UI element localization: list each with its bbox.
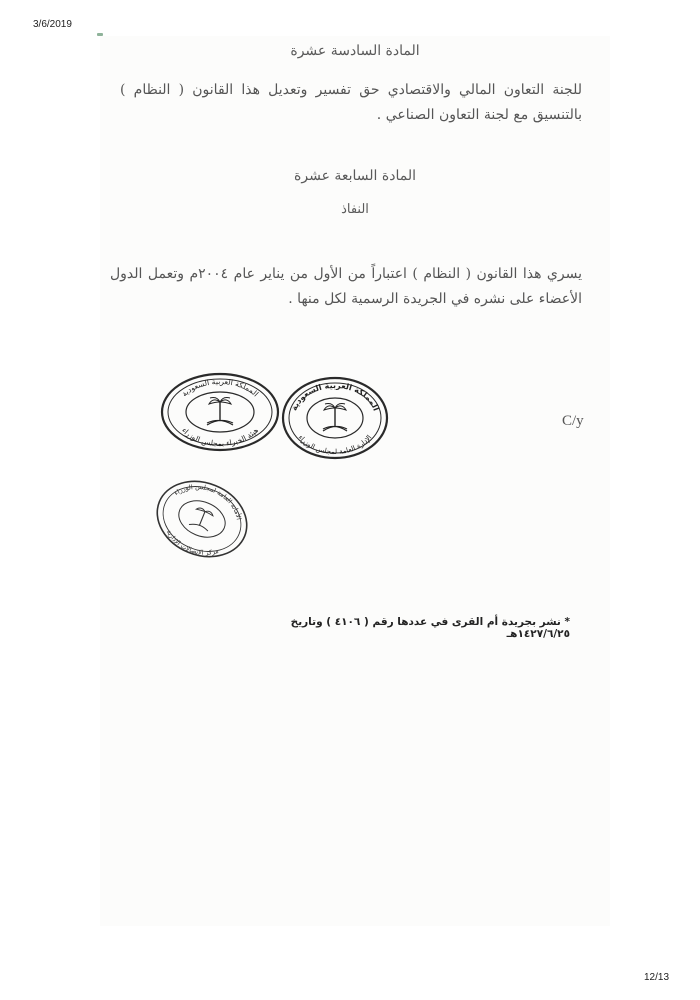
seal-1-bottom-text: هيئة الخبراء بمجلس الوزراء xyxy=(179,425,261,449)
article-16-heading: المادة السادسة عشرة xyxy=(290,43,420,59)
seal-3-bottom-text: مركز الاتصالات الإدارية xyxy=(164,528,220,557)
article-17-subheading: النفاذ xyxy=(341,202,369,217)
palm-swords-emblem-icon xyxy=(189,506,215,532)
article-16-paragraph: للجنة التعاون المالي والاقتصادي حق تفسير وتعديل هذا القانون ( النظام ) بالتنسيق مع لجنة التعاون الصناعي . xyxy=(120,82,582,123)
palm-swords-emblem-icon xyxy=(207,398,233,426)
print-date: 3/6/2019 xyxy=(33,19,72,30)
palm-swords-emblem-icon xyxy=(323,404,347,432)
seal-2-bottom-text: الإدارة العامة لمجلس الوزراء xyxy=(296,433,374,457)
seal-1-top-text: المملكة العربية السعودية xyxy=(179,376,261,399)
article-17-paragraph: يسري هذا القانون ( النظام ) اعتباراً من الأول من يناير عام ٢٠٠٤م وتعمل الدول الأعضاء على نشره في الجريدة الرسمية لكل منها . xyxy=(110,266,582,307)
publication-footnote: * نشر بجريدة أم القرى في عددها رقم ( ٤١٠٦ ) وتاريخ ١٤٢٧/٦/٢٥هـ xyxy=(290,616,570,640)
seal-3-top-text: الأمانة العامة لمجلس الوزراء xyxy=(172,482,243,521)
official-seal-2 xyxy=(281,376,389,460)
article-17-heading: المادة السابعة عشرة xyxy=(294,168,416,184)
official-seal-3 xyxy=(154,478,250,560)
official-seal-1 xyxy=(160,372,280,452)
seal-2-top-text: المملكة العربية السعودية xyxy=(289,380,381,413)
scan-corner-mark xyxy=(97,33,103,36)
handwritten-initials: C/y xyxy=(562,413,584,429)
page-number: 12/13 xyxy=(644,972,670,983)
